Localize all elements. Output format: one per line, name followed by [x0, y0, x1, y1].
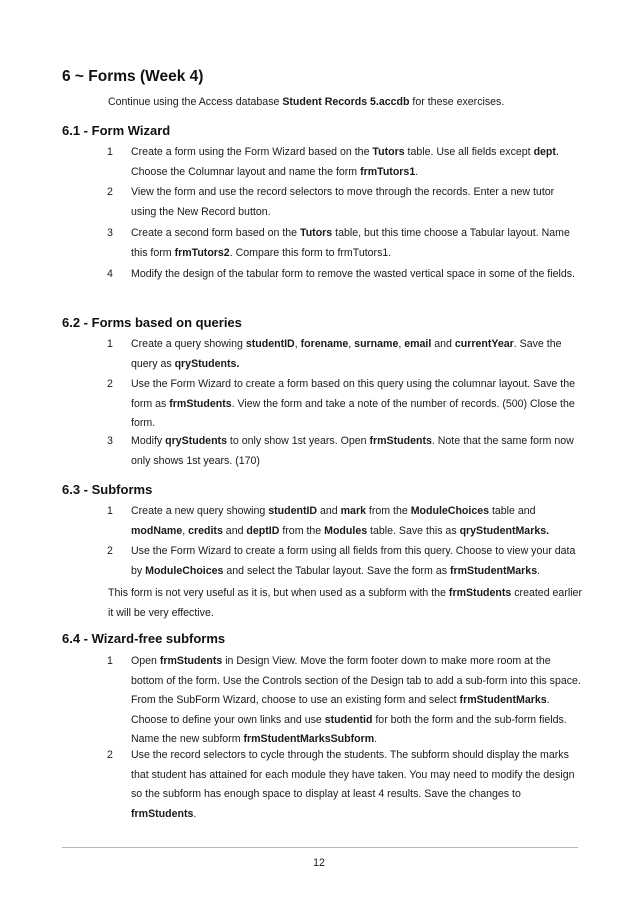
bold-term: frmStudents: [159, 655, 223, 667]
bold-term: studentID: [268, 505, 318, 517]
text-run: . Compare this form to frmTutors1.: [229, 246, 392, 259]
bold-term: qryStudents: [165, 435, 227, 447]
item-text: [131, 502, 582, 541]
text-run: Use the Form Wizard to create a form using all fields from this query. Choose to view your data by: [131, 545, 576, 577]
item-number: 1: [107, 505, 113, 517]
list-item: [107, 143, 582, 182]
bold-term: Modules: [324, 524, 368, 537]
text-run: . Choose the Columnar layout and name the form: [131, 146, 559, 178]
text-run: for both the form and the sub-form fields. Name the new subform: [131, 713, 567, 745]
list-item: [107, 375, 582, 434]
text-run: Modify the design of the tabular form to remove the wasted vertical space in some of the fields.: [131, 268, 575, 280]
item-number: 3: [107, 435, 113, 447]
text-run: View the form and use the record selectors to move through the records. Enter a new tutor using the New Record button.: [131, 186, 555, 218]
text-run: Open: [131, 655, 160, 667]
text-run: ,: [398, 338, 405, 350]
bold-term: Tutors: [372, 146, 405, 158]
text-run: from the: [365, 505, 411, 517]
item-number: 1: [107, 338, 113, 350]
text-run: . Save the query as: [131, 338, 562, 370]
bold-term: Tutors: [300, 227, 333, 239]
text-run: table, but this time choose a Tabular layout. Name this form: [131, 227, 570, 259]
text-run: Modify: [131, 435, 166, 447]
bold-term: dept: [533, 146, 556, 158]
bold-term: email: [404, 338, 432, 350]
list-item: [107, 265, 582, 285]
bold-term: frmTutors2: [174, 246, 230, 259]
list-item: [107, 746, 582, 824]
section-heading-6-3: 6.3 - Subforms: [62, 482, 153, 497]
item-number: 4: [107, 268, 113, 280]
item-text: [131, 746, 582, 824]
bold-term: frmStudentMarks: [459, 694, 547, 706]
bold-term: modName: [131, 524, 183, 537]
text-run: .: [415, 165, 419, 178]
text-run: table. Use all fields except: [404, 146, 534, 158]
text-run: and select the Tabular layout. Save the form as: [223, 564, 450, 577]
item-text: [131, 652, 582, 750]
item-text: [131, 432, 582, 471]
item-number: 1: [107, 146, 113, 158]
item-text: [131, 183, 582, 222]
section-heading-6-4: 6.4 - Wizard-free subforms: [62, 631, 226, 646]
list-item: [107, 432, 582, 471]
text-run: Create a new query showing: [131, 505, 269, 517]
bold-term: credits: [188, 524, 223, 537]
text-run: . View the form and take a note of the number of records. (500) Close the form.: [131, 397, 575, 429]
section-heading-6-1: 6.1 - Form Wizard: [62, 123, 171, 138]
text-run: Continue using the Access database: [108, 96, 283, 108]
item-number: 2: [107, 749, 113, 761]
item-text: [131, 335, 582, 374]
list-item: [107, 542, 582, 581]
bold-term: frmStudentMarksSubform: [243, 733, 375, 745]
footer-divider: [62, 847, 578, 848]
list-item: [107, 335, 582, 374]
chapter-heading: 6 ~ Forms (Week 4): [62, 68, 204, 85]
bold-term: currentYear: [454, 338, 514, 350]
list-item: [107, 652, 582, 750]
item-text: [131, 375, 582, 434]
bold-term: frmStudentMarks: [449, 564, 538, 577]
bold-term: surname: [354, 338, 399, 350]
text-run: and: [431, 338, 455, 350]
text-run: Create a query showing: [131, 338, 246, 350]
text-run: . Choose to define your own links and use: [131, 694, 550, 726]
bold-term: studentid: [324, 713, 373, 726]
text-run: ,: [348, 338, 355, 350]
section-heading-6-2: 6.2 - Forms based on queries: [62, 315, 242, 330]
text-run: Create a form using the Form Wizard based on the: [131, 146, 373, 158]
bold-term: qryStudentMarks.: [459, 524, 550, 537]
text-run: .: [537, 564, 541, 577]
text-run: to only show 1st years. Open: [226, 435, 370, 447]
text-run: created earlier it will be very effective.: [108, 587, 582, 619]
text-run: from the: [279, 524, 325, 537]
item-number: 2: [107, 378, 113, 390]
text-run: Use the Form Wizard to create a form based on this query using the columnar layout. Save the form as: [131, 378, 575, 410]
text-run: table. Save this as: [367, 524, 460, 537]
text-run: .: [374, 733, 378, 745]
item-number: 2: [107, 186, 113, 198]
text-run: and: [317, 505, 341, 517]
list-item: [107, 224, 582, 263]
bold-term: deptID: [246, 524, 280, 537]
item-number: 3: [107, 227, 113, 239]
bold-term: ModuleChoices: [410, 505, 490, 517]
list-item: [107, 502, 582, 541]
intro-paragraph: [108, 95, 504, 110]
item-number: 2: [107, 545, 113, 557]
item-text: [131, 542, 582, 581]
list-item: [107, 183, 582, 222]
text-run: .: [193, 807, 197, 820]
bold-term: frmStudents: [131, 807, 194, 820]
item-text: [131, 224, 582, 263]
bold-term: ModuleChoices: [145, 564, 224, 577]
text-run: Create a second form based on the: [131, 227, 301, 239]
bold-term: frmStudents: [448, 587, 512, 599]
text-run: and: [222, 524, 247, 537]
item-text: [131, 143, 582, 182]
bold-term: mark: [340, 505, 366, 517]
bold-term: studentID: [245, 338, 295, 350]
bold-term: frmStudents: [169, 397, 232, 410]
text-run: Use the record selectors to cycle through the students. The subform should display the marks that student has attained for each module they have taken. You may need to modify the design so the subform has enough space to display at least 4 results. Save the changes to: [131, 749, 575, 800]
text-run: ,: [294, 338, 301, 350]
item-number: 1: [107, 655, 113, 667]
page-number: 12: [313, 857, 325, 869]
text-run: table and: [489, 505, 536, 517]
section-note: [108, 584, 583, 623]
text-run: . Note that the same form now only shows 1st years. (170): [131, 435, 574, 467]
bold-term: Student Records 5.accdb: [282, 96, 410, 108]
text-run: ,: [182, 524, 189, 537]
bold-term: qryStudents.: [174, 357, 240, 370]
item-text: [131, 265, 582, 285]
bold-term: forename: [300, 338, 349, 350]
text-run: for these exercises.: [409, 96, 505, 108]
text-run: in Design View. Move the form footer down to make more room at the bottom of the form. Use the Controls section of the Design tab to add a sub-form into this space. From the SubForm Wizard, choose to use an existing form and select: [131, 655, 581, 706]
bold-term: frmStudents: [369, 435, 432, 447]
text-run: This form is not very useful as it is, but when used as a subform with the: [108, 587, 449, 599]
bold-term: frmTutors1: [360, 165, 416, 178]
